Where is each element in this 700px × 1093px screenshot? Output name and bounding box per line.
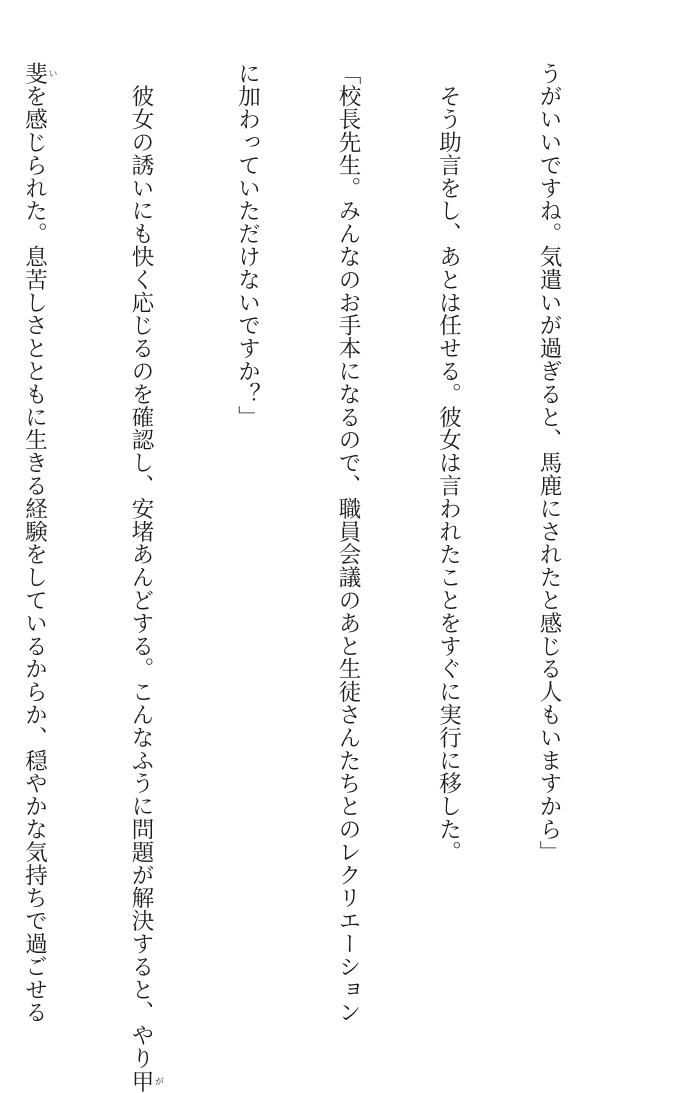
text-line-2: そう助言をし、あとは任せる。彼女は言われたことをすぐに実行に移した。 [435, 62, 462, 864]
text-line-6: 斐 いを感じられた。息苦しさとともに生きる経験をしているからか、穏やかな気持ちで過ごせる [21, 62, 57, 1024]
text-line-1: うがいいですね。気遣いが過ぎると、馬鹿にされたと感じる人もいますから」 [536, 62, 562, 864]
ruby-i: 斐 い [21, 62, 57, 85]
text-line-5: 彼女の誘いにも快く応じるのを確認し、安堵あんどする。こんなふうに問題が解決すると、やり甲 が [128, 62, 163, 1093]
ruby-kai: 甲 が [128, 1069, 163, 1093]
text-line-4: に加わっていただけないですか？」 [234, 62, 261, 429]
vertical-text-body [21, 62, 632, 1093]
ruby-kai-reading: が [153, 1069, 163, 1093]
text-line-3: 「校長先生。みんなのお手本になるので、職員会議のあと生徒さんたちとのレクリエーション [335, 62, 361, 1024]
ruby-i-reading: い [46, 62, 57, 85]
